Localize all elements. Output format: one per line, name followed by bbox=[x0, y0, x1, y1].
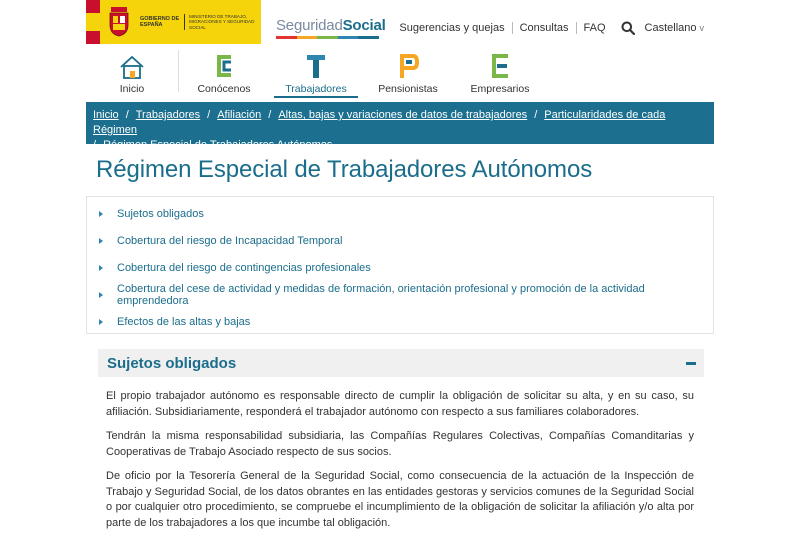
nav-item-empresarios[interactable] bbox=[454, 46, 546, 98]
section-index bbox=[86, 196, 714, 334]
nav-label: Trabajadores bbox=[285, 83, 347, 95]
government-logo[interactable] bbox=[86, 0, 261, 44]
search-icon[interactable] bbox=[621, 21, 635, 35]
index-link-sujetos-obligados[interactable] bbox=[87, 201, 713, 228]
index-label: Cobertura del riesgo de contingencias profesionales bbox=[117, 261, 371, 274]
language-selector[interactable] bbox=[645, 22, 704, 34]
letter-c-icon bbox=[213, 51, 235, 79]
nav-item-inicio[interactable] bbox=[86, 46, 178, 98]
spain-flag-icon bbox=[86, 0, 100, 44]
nav-item-trabajadores[interactable] bbox=[270, 46, 362, 98]
nav-label: Empresarios bbox=[470, 83, 530, 95]
brand-light: Seguridad bbox=[276, 17, 343, 34]
nav-label: Inicio bbox=[119, 83, 145, 95]
breadcrumb-link-afiliacion[interactable]: Afiliación bbox=[217, 109, 262, 121]
breadcrumb-link-altas-bajas[interactable]: Altas, bajas y variaciones de datos de trabajadores bbox=[278, 109, 528, 121]
caret-right-icon bbox=[99, 292, 103, 298]
seguridad-social-logo[interactable] bbox=[276, 17, 386, 34]
brand-color-bar bbox=[276, 36, 379, 39]
house-icon bbox=[119, 51, 145, 79]
page-title: Régimen Especial de Trabajadores Autónomos bbox=[96, 156, 593, 183]
breadcrumb-current: Régimen Especial de Trabajadores Autónomos bbox=[103, 139, 333, 151]
caret-right-icon bbox=[99, 319, 103, 325]
coat-of-arms-icon bbox=[106, 6, 132, 38]
letter-p-icon bbox=[397, 51, 419, 79]
nav-item-conocenos[interactable] bbox=[178, 46, 270, 98]
breadcrumb: Inicio / Trabajadores / Afiliación / Altas, bajas y variaciones de datos de trabajadores / Particularidades de cada Régimen / Régimen Especial de Trabajadores Autónomos bbox=[86, 102, 714, 144]
nav-label: Conócenos bbox=[197, 83, 251, 95]
section-title: Sujetos obligados bbox=[107, 354, 237, 372]
collapse-minus-icon[interactable] bbox=[686, 362, 696, 365]
breadcrumb-link-inicio[interactable]: Inicio bbox=[93, 109, 119, 121]
ministry-label: MINISTERIO DE TRABAJO, MIGRACIONES Y SEGURIDAD SOCIAL bbox=[184, 14, 258, 31]
accordion-header-sujetos-obligados[interactable] bbox=[98, 349, 704, 377]
paragraph: Tendrán la misma responsabilidad subsidiaria, las Compañías Regulares Colectivas, Compañías Comanditarias y Cooperativas de Trabajo Asociado respecto de sus socios. bbox=[106, 430, 694, 458]
index-link-incapacidad-temporal[interactable] bbox=[87, 228, 713, 255]
index-link-efectos-altas-bajas[interactable] bbox=[87, 308, 713, 335]
breadcrumb-link-particularidades[interactable]: Particularidades de cada Régimen bbox=[93, 109, 666, 136]
paragraph: El propio trabajador autónomo es responsable directo de cumplir la obligación de solicitar su alta, y en su caso, su afiliación. Subsidiariamente, responderá el trabajador autónomo con respecto a sus familiares colaboradores. bbox=[106, 390, 694, 418]
letter-t-icon bbox=[305, 51, 327, 79]
chevron-down-icon: v bbox=[699, 23, 704, 33]
paragraph: De oficio por la Tesorería General de la Seguridad Social, como consecuencia de la actuación de la Inspección de Trabajo y Seguridad Social, de los datos obrantes en las entidades gestoras y servicios comunes de la Seguridad Social o por cualquier otro procedimiento, se compruebe el incumplimiento de la obligación de solicitar la afiliación y/o alta por parte de los trabajadores a los que incumbe tal obligación. bbox=[106, 470, 694, 529]
caret-right-icon bbox=[99, 238, 103, 244]
index-label: Efectos de las altas y bajas bbox=[117, 315, 251, 328]
caret-right-icon bbox=[99, 265, 103, 271]
caret-right-icon bbox=[99, 211, 103, 217]
main-navigation bbox=[86, 46, 714, 98]
breadcrumb-link-trabajadores[interactable]: Trabajadores bbox=[135, 109, 201, 121]
site-header bbox=[86, 0, 714, 44]
index-link-cese-actividad[interactable] bbox=[87, 281, 713, 308]
index-label: Cobertura del cese de actividad y medidas de formación, orientación profesional y promoción de la actividad emprendedora bbox=[117, 282, 645, 307]
language-label: Castellano bbox=[644, 22, 697, 34]
index-label: Sujetos obligados bbox=[117, 208, 204, 221]
letter-e-icon bbox=[489, 51, 511, 79]
utility-links bbox=[392, 21, 704, 35]
link-faq[interactable]: FAQ bbox=[583, 22, 606, 34]
index-label: Cobertura del riesgo de Incapacidad Temporal bbox=[117, 235, 343, 248]
brand-bold: Social bbox=[342, 17, 386, 34]
link-sugerencias[interactable]: Sugerencias y quejas bbox=[392, 22, 512, 34]
nav-label: Pensionistas bbox=[378, 83, 438, 95]
government-label: GOBIERNO DE ESPAÑA bbox=[140, 16, 180, 28]
section-content bbox=[106, 389, 694, 536]
link-consultas[interactable]: Consultas bbox=[513, 22, 577, 34]
index-link-contingencias-profesionales[interactable] bbox=[87, 255, 713, 282]
nav-item-pensionistas[interactable] bbox=[362, 46, 454, 98]
